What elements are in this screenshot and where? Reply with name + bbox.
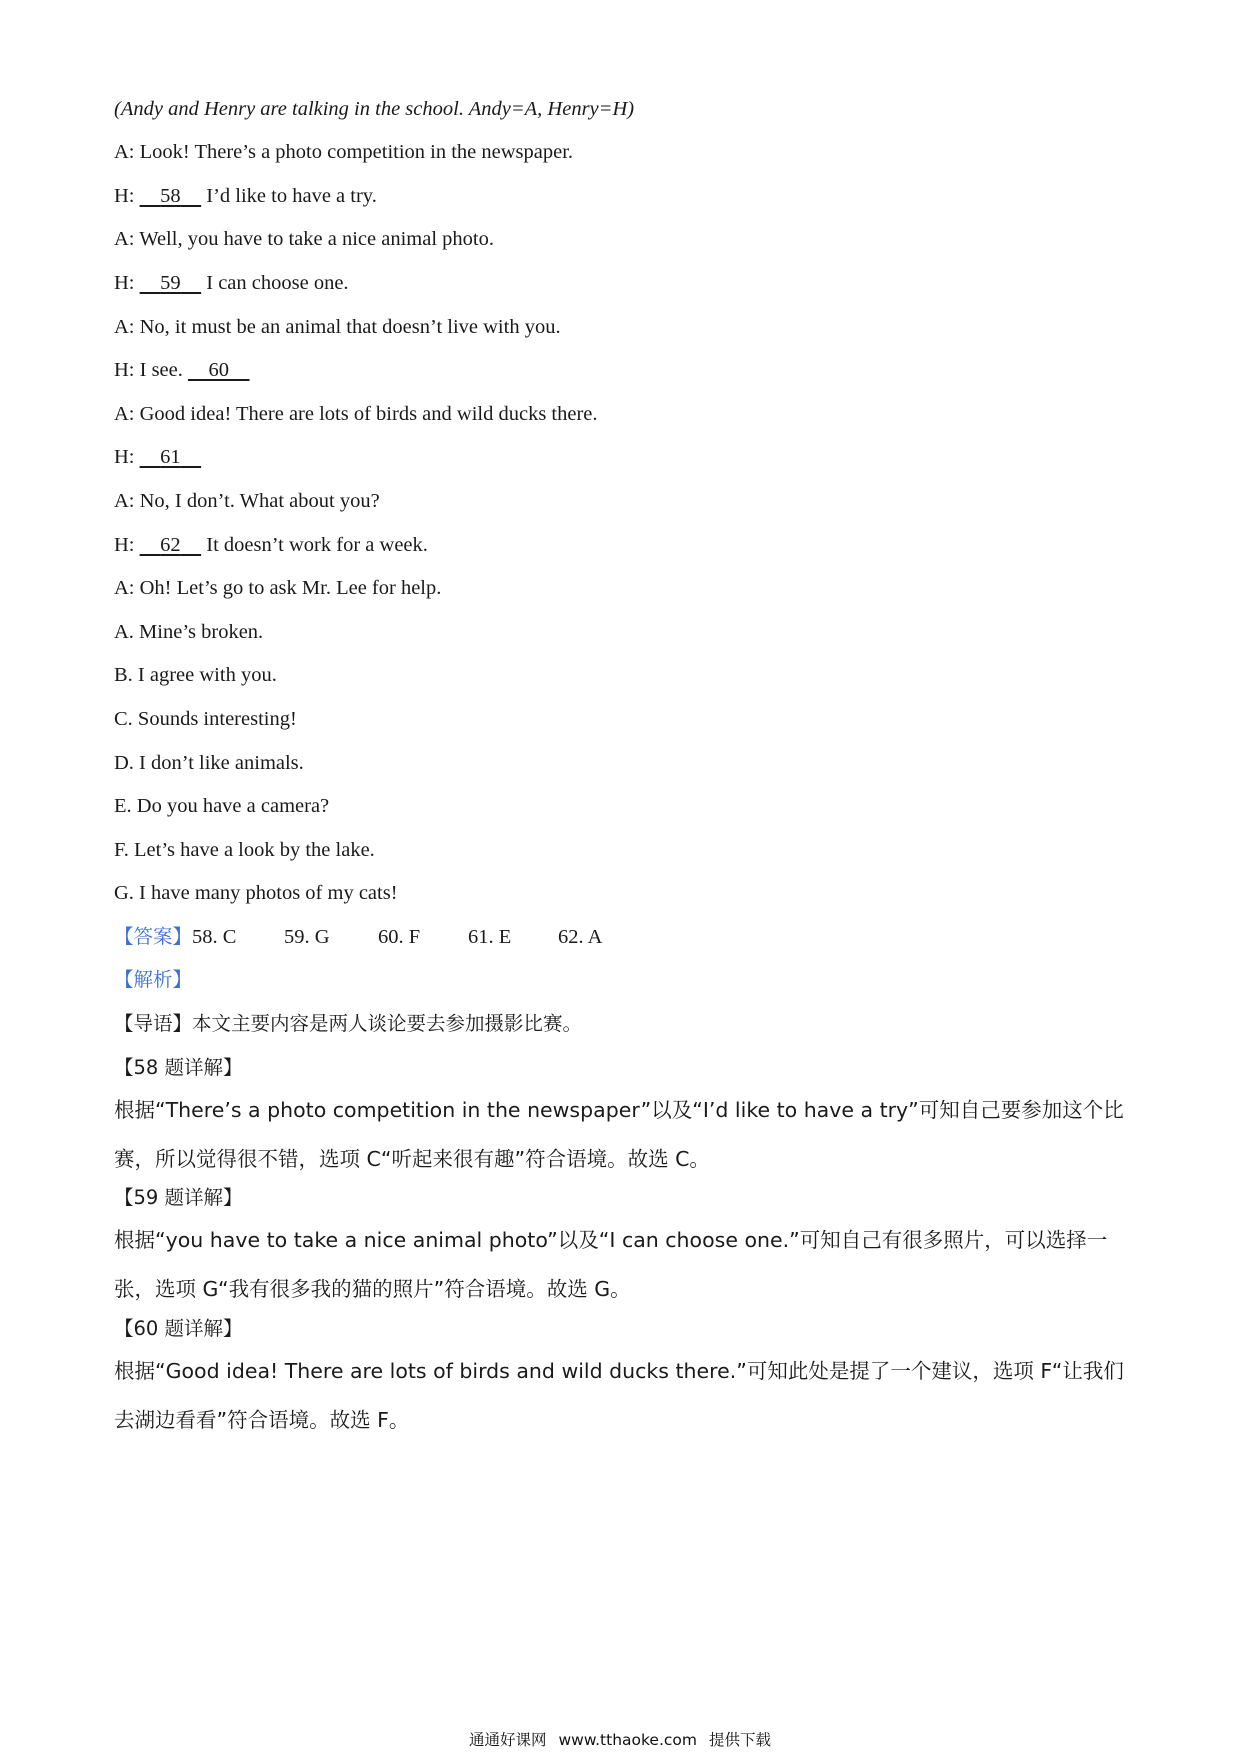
answer-item: 59. G (284, 926, 330, 948)
dialogue-text: I’d like to have a try. (201, 185, 377, 207)
dialogue-line (114, 270, 349, 296)
dialogue-line (114, 444, 201, 470)
dialogue-text: No, it must be an animal that doesn’t live with you. (134, 316, 561, 338)
detail-heading-59: 【59 题详解】 (114, 1186, 243, 1209)
answer-item: 60. F (378, 926, 421, 948)
speaker: A: (114, 141, 135, 163)
detail-heading-60: 【60 题详解】 (114, 1317, 243, 1340)
dialogue-line (114, 357, 250, 383)
speaker: A: (114, 490, 135, 512)
speaker: A: (114, 403, 135, 425)
dialogue-text: Look! There’s a photo competition in the newspaper. (134, 141, 574, 163)
option-a: A. Mine’s broken. (114, 621, 264, 643)
speaker: A: (114, 228, 135, 250)
option-f: F. Let’s have a look by the lake. (114, 839, 375, 861)
dialogue-line (114, 139, 573, 165)
dialogue-line (114, 226, 494, 252)
intro-line: (Andy and Henry are talking in the school. Andy=A, Henry=H) (114, 98, 635, 120)
blank-62: 62 (160, 534, 181, 556)
dialogue-line (114, 314, 561, 340)
footer-site: 通通好课网 (468, 1731, 547, 1749)
dialogue-text: I see. (134, 359, 189, 381)
speaker: A: (114, 316, 135, 338)
detail-heading-58: 【58 题详解】 (114, 1056, 243, 1079)
dialogue-line (114, 575, 441, 601)
detail-text-58: 根据“There’s a photo competition in the newspaper”以及“I’d like to have a try”可知自己要参加这个比赛，所以觉得很不错，选项 C“听起来很有趣”符合语境。故选 C。 (114, 1098, 1124, 1171)
speaker: H: (114, 359, 135, 381)
guide-line: 【导语】本文主要内容是两人谈论要去参加摄影比赛。 (114, 1012, 583, 1035)
option-g: G. I have many photos of my cats! (114, 882, 398, 904)
analysis-label: 【解析】 (114, 968, 193, 991)
blank-61: 61 (160, 446, 181, 468)
footer-url[interactable]: www.tthaoke.com (558, 1731, 697, 1749)
blank-60: 60 (208, 359, 230, 381)
option-b: B. I agree with you. (114, 664, 277, 686)
option-e: E. Do you have a camera? (114, 795, 330, 817)
dialogue-text: I can choose one. (201, 272, 349, 294)
dialogue-text: It doesn’t work for a week. (201, 534, 428, 556)
blank-58: 58 (160, 185, 181, 207)
dialogue-line (114, 401, 598, 427)
dialogue-line (114, 183, 377, 209)
detail-text-59: 根据“you have to take a nice animal photo”以及“I can choose one.”可知自己有很多照片，可以选择一张，选项 G“我有很多我的猫的照片”符合语境。故选 G。 (114, 1228, 1108, 1301)
dialogue-text: Good idea! There are lots of birds and wild ducks there. (134, 403, 598, 425)
dialogue-text: Well, you have to take a nice animal photo. (134, 228, 494, 250)
detail-text-60: 根据“Good idea! There are lots of birds and wild ducks there.”可知此处是提了一个建议，选项 F“让我们去湖边看看”符合语境。故选 F。 (114, 1359, 1124, 1432)
answer-item: 58. C (192, 926, 237, 948)
answer-label: 【答案】 (114, 925, 193, 948)
answer-item: 62. A (558, 926, 603, 948)
speaker: A: (114, 577, 135, 599)
option-d: D. I don’t like animals. (114, 752, 304, 774)
dialogue-text: Oh! Let’s go to ask Mr. Lee for help. (134, 577, 442, 599)
speaker: H: (114, 446, 135, 468)
speaker: H: (114, 272, 135, 294)
blank-59: 59 (160, 272, 181, 294)
footer-tail: 提供下载 (709, 1731, 772, 1749)
speaker: H: (114, 185, 135, 207)
page-footer (0, 1728, 1240, 1750)
option-c: C. Sounds interesting! (114, 708, 297, 730)
dialogue-line (114, 488, 380, 514)
speaker: H: (114, 534, 135, 556)
answer-item: 61. E (468, 926, 512, 948)
dialogue-text: No, I don’t. What about you? (134, 490, 380, 512)
dialogue-line (114, 532, 428, 558)
answer-line (114, 924, 602, 950)
